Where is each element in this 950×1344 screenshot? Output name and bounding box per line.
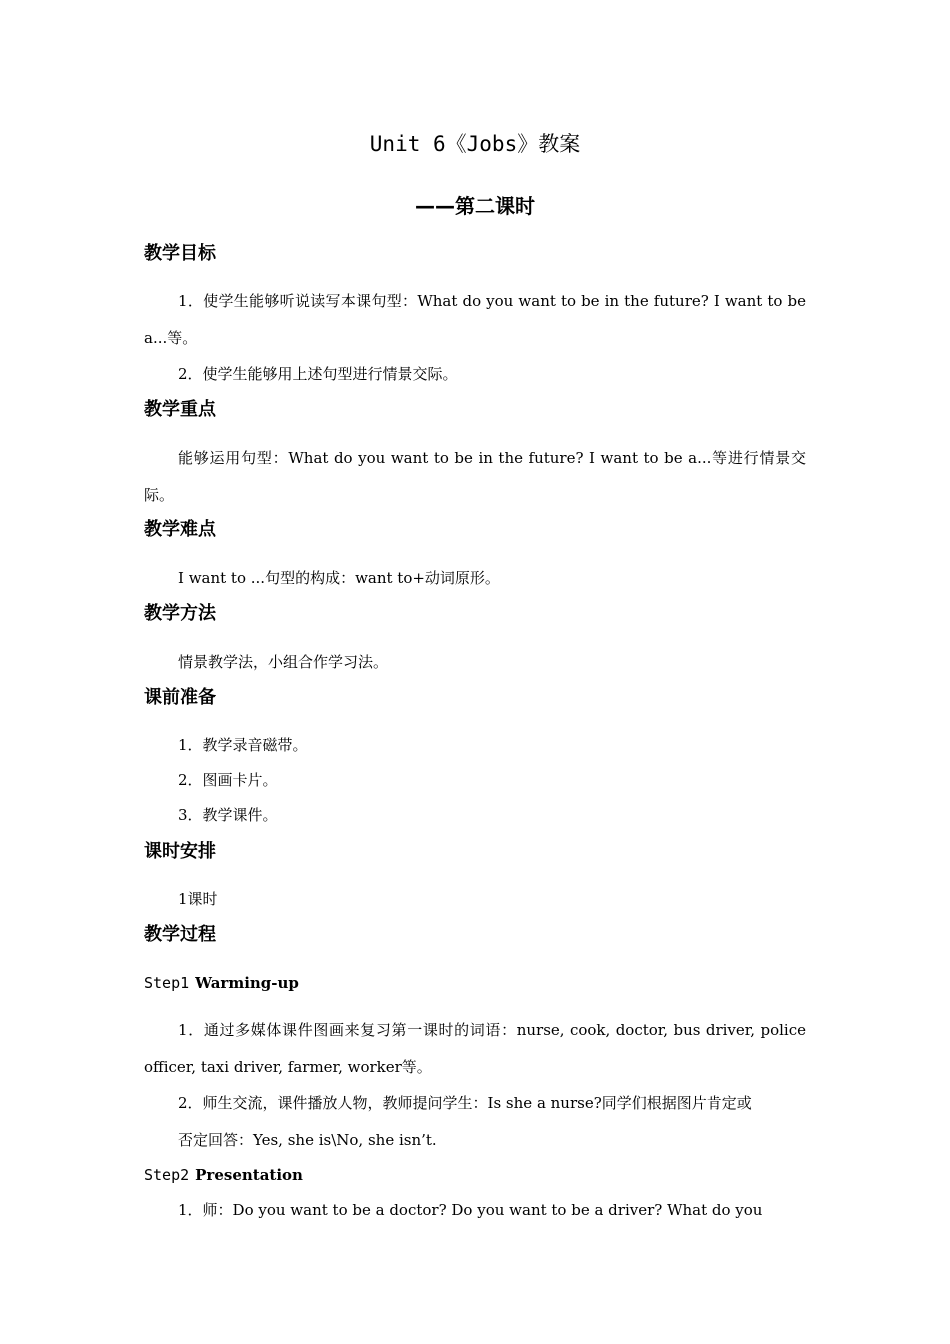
step1-name: Warming-up (195, 974, 299, 992)
difficulties-heading: 教学难点 (144, 519, 216, 540)
step2-name: Presentation (195, 1166, 303, 1184)
schedule-text: 1课时 (178, 890, 218, 908)
preparation-item-3: 3．教学课件。 (178, 806, 278, 824)
objectives-heading: 教学目标 (144, 243, 216, 264)
document-subtitle: ——第二课时 (415, 194, 535, 218)
process-heading: 教学过程 (144, 924, 216, 945)
step2-heading (144, 1165, 303, 1185)
schedule-heading: 课时安排 (144, 841, 216, 862)
step1-item-1: 1．通过多媒体课件图画来复习第一课时的词语：nurse, cook, doctor, bus driver, police officer, taxi driver, farmer, worker等。 (144, 1021, 806, 1076)
step1-heading (144, 973, 299, 993)
objective-item-2: 2．使学生能够用上述句型进行情景交际。 (178, 365, 458, 383)
step2-number: Step2 (144, 1166, 190, 1184)
key-points-text: 能够运用句型：What do you want to be in the future? I want to be a...等进行情景交际。 (144, 449, 806, 504)
difficulties-text: I want to ...句型的构成：want to+动词原形。 (178, 569, 500, 587)
key-points-heading: 教学重点 (144, 399, 216, 420)
step2-item-1: 1．师：Do you want to be a doctor? Do you want to be a driver? What do you (178, 1201, 763, 1219)
objective-item-1: 1．使学生能够听说读写本课句型：What do you want to be in the future? I want to be a...等。 (144, 292, 806, 347)
preparation-heading: 课前准备 (144, 687, 216, 708)
methods-text: 情景教学法，小组合作学习法。 (178, 653, 389, 671)
methods-heading: 教学方法 (144, 603, 216, 624)
preparation-item-1: 1．教学录音磁带。 (178, 736, 308, 754)
step1-item-2-line2: 否定回答：Yes, she is\No, she isn’t. (178, 1131, 437, 1149)
step1-number: Step1 (144, 974, 190, 992)
document-title: Unit 6《Jobs》教案 (369, 132, 581, 156)
step1-item-2-line1: 2．师生交流，课件播放人物，教师提问学生：Is she a nurse?同学们根据图片肯定或 (178, 1094, 752, 1112)
preparation-item-2: 2．图画卡片。 (178, 771, 278, 789)
